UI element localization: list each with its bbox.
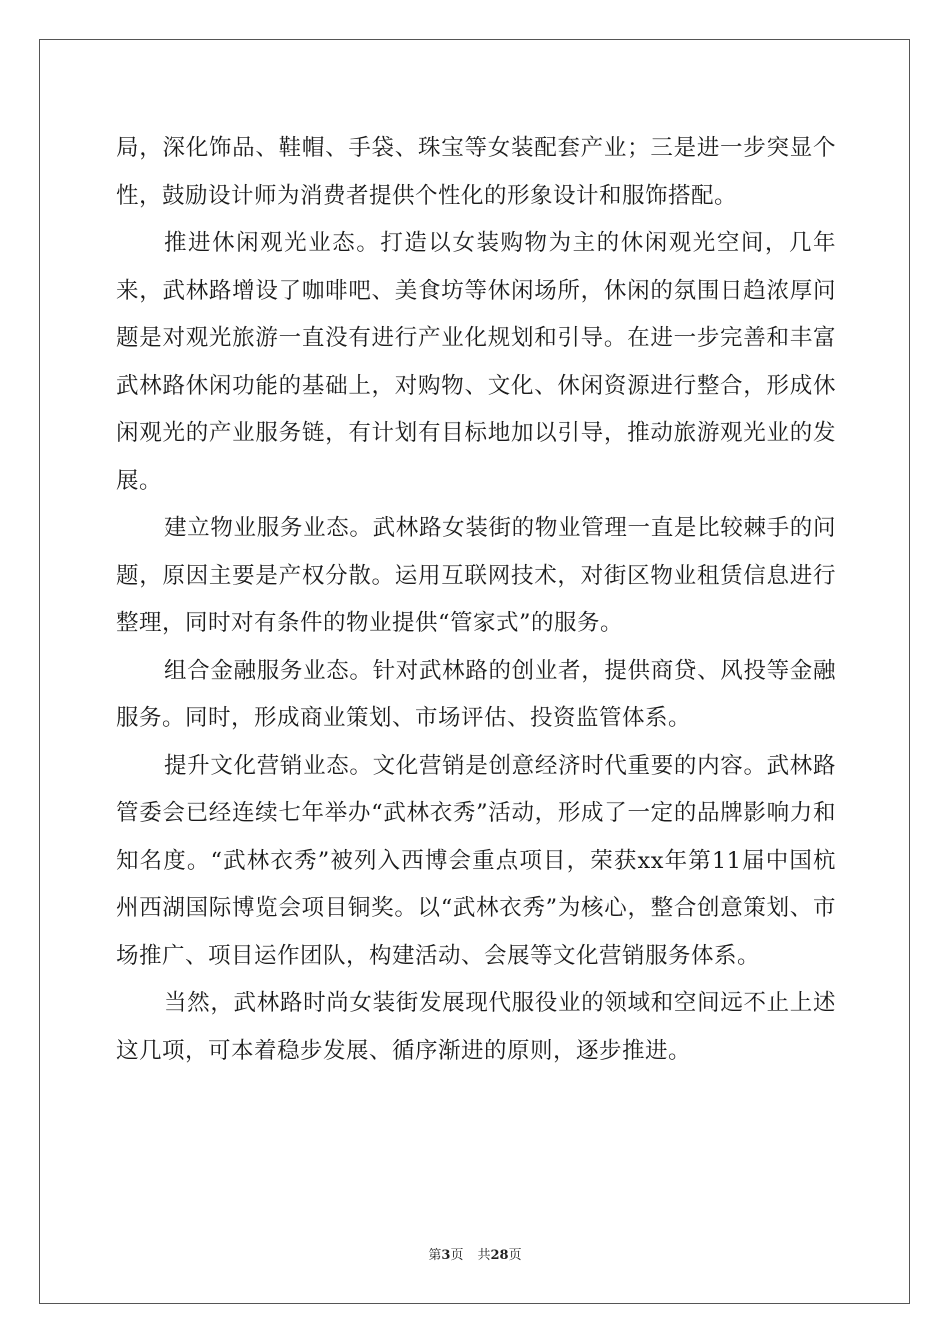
- paragraph-2: 推进休闲观光业态。打造以女装购物为主的休闲观光空间，几年来，武林路增设了咖啡吧、美食坊等休闲场所，休闲的氛围日趋浓厚问题是对观光旅游一直没有进行产业化规划和引导。在进一步完善和丰富武林路休闲功能的基础上，对购物、文化、休闲资源进行整合，形成休闲观光的产业服务链，有计划有目标地加以引导，推动旅游观光业的发展。: [116, 230, 836, 494]
- document-body: [116, 125, 836, 1075]
- footer-total-prefix: 共: [477, 1248, 491, 1263]
- footer-prefix: 第: [428, 1248, 442, 1263]
- paragraph-5: 提升文化营销业态。文化营销是创意经济时代重要的内容。武林路管委会已经连续七年举办“武林衣秀”活动，形成了一定的品牌影响力和知名度。“武林衣秀”被列入西博会重点项目，荣获xx年第11届中国杭州西湖国际博览会项目铜奖。以“武林衣秀”为核心，整合创意策划、市场推广、项目运作团队，构建活动、会展等文化营销服务体系。: [116, 752, 836, 969]
- paragraph-6: 当然，武林路时尚女装街发展现代服役业的领域和空间远不止上述这几项，可本着稳步发展、循序渐进的原则，逐步推进。: [116, 990, 836, 1064]
- page-footer: [0, 1244, 950, 1263]
- total-page-count: 28: [490, 1248, 509, 1263]
- paragraph-3: 建立物业服务业态。武林路女装街的物业管理一直是比较棘手的问题，原因主要是产权分散。运用互联网技术，对街区物业租赁信息进行整理，同时对有条件的物业提供“管家式”的服务。: [116, 515, 836, 636]
- paragraph-1: 局，深化饰品、鞋帽、手袋、珠宝等女装配套产业；三是进一步突显个性，鼓励设计师为消费者提供个性化的形象设计和服饰搭配。: [116, 135, 836, 209]
- footer-total-unit: 页: [508, 1248, 522, 1263]
- current-page-number: 3: [441, 1248, 451, 1263]
- paragraph-4: 组合金融服务业态。针对武林路的创业者，提供商贷、风投等金融服务。同时，形成商业策划、市场评估、投资监管体系。: [116, 657, 836, 731]
- footer-page-unit: 页: [450, 1248, 464, 1263]
